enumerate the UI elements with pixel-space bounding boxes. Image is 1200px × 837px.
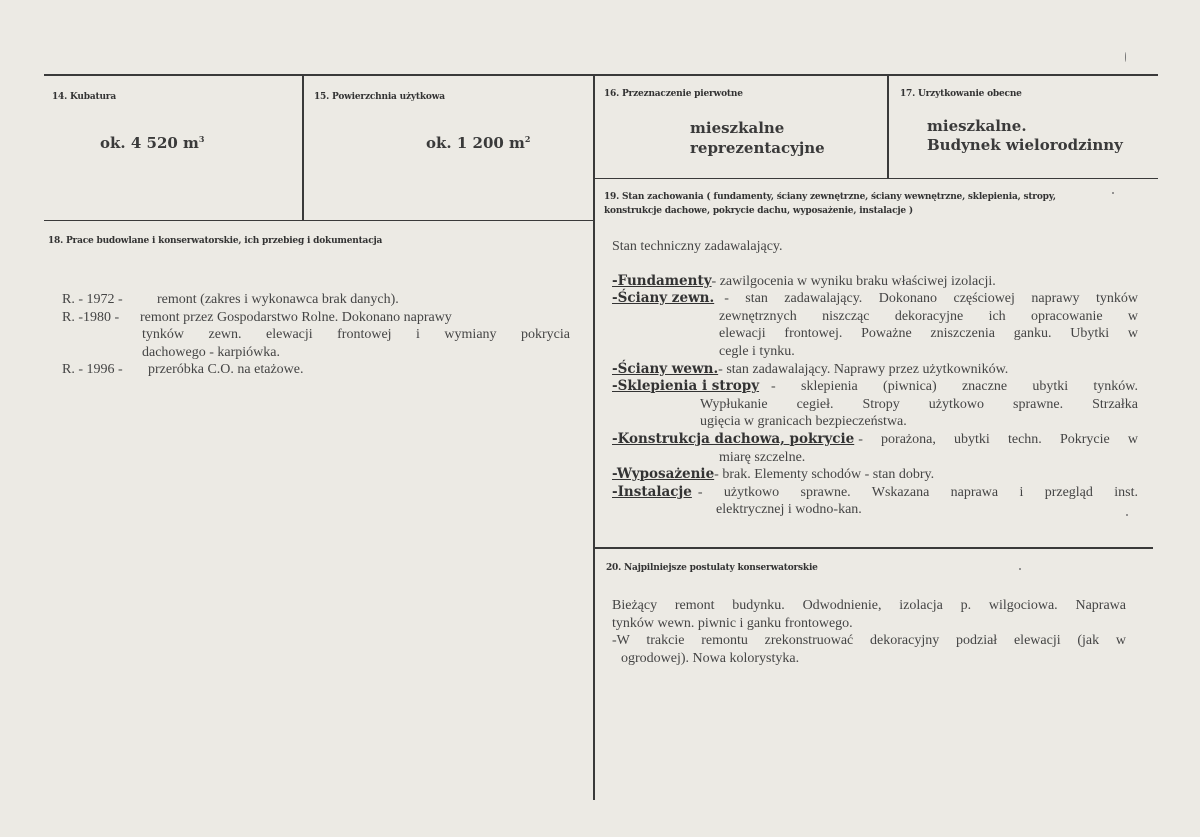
stan-line: - stan zadawalający. Dokonano częściowej naprawy tynków [724,291,1138,307]
divider-16-17 [887,75,889,178]
prace-budowlane-label: 18. Prace budowlane i konserwatorskie, ich przebieg i dokumentacja [48,236,383,246]
stan-line: - zawilgocenia w wyniku braku właściwej izolacji. [711,273,996,289]
stan-heading: -Fundamenty [612,272,712,289]
kubatura-label: 14. Kubatura [52,92,116,102]
kubatura-number: ok. 4 520 m [100,134,199,152]
prace-text-line: przeróbka C.O. na etażowe. [148,362,304,378]
right-top-rule [593,178,1158,179]
stan-line: - sklepienia (piwnica) znaczne ubytki tynków. [771,379,1138,395]
prace-text-line: remont przez Gospodarstwo Rolne. Dokonano naprawy [140,309,452,325]
scan-speck [1112,192,1114,194]
stan-line: ugięcia w granicach bezpieczeństwa. [700,414,907,430]
przeznaczenie-value-line-1: mieszkalne [690,119,785,137]
prace-text-line: tynków zewn. elewacji frontowej i wymiany pokrycia [142,327,570,343]
stan-line: - użytkowo sprawne. Wskazana naprawa i przegląd inst. [697,484,1138,500]
stan-line: - porażona, ubytki techn. Pokrycie w [858,431,1138,447]
stan-line: zewnętrznych niszcząc dekoracyjne ich opracowanie w [719,308,1138,324]
stan-item-sciany-zewn [612,290,1138,308]
prace-text-line: remont (zakres i wykonawca brak danych). [157,292,399,307]
stan-item-sklepienia [612,378,1138,396]
stan-item-instalacje [612,484,1138,502]
prace-budowlane-text [62,291,570,379]
stan-line: Wypłukanie cegieł. Stropy użytkowo sprawne. Strzałka [700,396,1138,412]
left-mid-rule [44,220,595,221]
stan-heading: -Sklepienia i stropy [612,378,760,395]
postulaty-line: tynków wewn. piwnic i ganku frontowego. [612,615,853,631]
postulaty-text [612,597,1126,667]
stan-line: cegle i tynku. [719,343,795,359]
scan-speck [1125,52,1126,62]
stan-heading: -Ściany wewn. [612,360,719,377]
stan-zachowania-label-line-2: konstrukcje dachowe, pokrycie dachu, wyposażenie, instalacje ) [604,206,913,216]
kubatura-value [100,134,204,152]
stan-item-wyposazenie [612,466,1138,484]
prace-text-line: dachowego - karpiówka. [142,344,281,360]
top-rule [44,74,1158,76]
stan-heading: -Wyposażenie [612,466,715,483]
uzytkowanie-value-line-2: Budynek wielorodzinny [927,136,1123,154]
prace-year: R. -1980 - [62,309,120,325]
stan-line: - brak. Elementy schodów - stan dobry. [714,467,935,483]
prace-entry-1996 [62,361,570,379]
stan-line: - stan zadawalający. Naprawy przez użytkowników. [718,361,1009,377]
divider-14-15 [302,75,304,220]
prace-year: R. - 1996 - [62,362,123,378]
powierzchnia-number: ok. 1 200 m [426,134,525,152]
uzytkowanie-label: 17. Urzytkowanie obecne [900,89,1022,99]
przeznaczenie-value-line-2: reprezentacyjne [690,139,825,157]
postulaty-line: -W trakcie remontu zrekonstruować dekoracyjny podział elewacji (jak w [612,633,1126,649]
stan-item-konstrukcja [612,431,1138,449]
stan-line: elewacji frontowej. Poważne zniszczenia ganku. Ubytki w [719,326,1138,342]
stan-zachowania-text [612,238,1138,519]
scan-speck [1019,568,1021,570]
right-mid-rule [593,547,1153,549]
stan-line: elektrycznej i wodno-kan. [716,502,862,518]
center-divider [593,75,595,800]
stan-intro: Stan techniczny zadawalający. [612,239,783,254]
prace-entry-1972 [62,291,570,309]
scan-speck [1126,514,1128,516]
prace-year: R. - 1972 - [62,292,123,307]
stan-line: miarę szczelne. [719,449,806,465]
powierzchnia-label: 15. Powierzchnia użytkowa [314,92,445,102]
stan-heading: -Ściany zewn. [612,290,715,307]
przeznaczenie-label: 16. Przeznaczenie pierwotne [604,89,743,99]
stan-heading: -Konstrukcja dachowa, pokrycie [612,430,855,447]
uzytkowanie-value-line-1: mieszkalne. [927,117,1027,135]
stan-item-fundamenty [612,273,1138,291]
stan-zachowania-label-line-1: 19. Stan zachowania ( fundamenty, ściany zewnętrzne, ściany wewnętrzne, sklepienia, stropy, [604,192,1056,202]
postulaty-line: ogrodowej). Nowa kolorystyka. [621,650,800,666]
postulaty-label: 20. Najpilniejsze postulaty konserwatorskie [606,563,818,573]
powierzchnia-unit-exponent: 2 [524,134,531,144]
powierzchnia-value [426,134,530,152]
stan-item-sciany-wewn [612,361,1138,379]
postulaty-line: Bieżący remont budynku. Odwodnienie, izolacja p. wilgociowa. Naprawa [612,598,1126,613]
kubatura-unit-exponent: 3 [198,134,205,144]
prace-entry-1980 [62,309,570,327]
stan-heading: -Instalacje [612,483,692,500]
